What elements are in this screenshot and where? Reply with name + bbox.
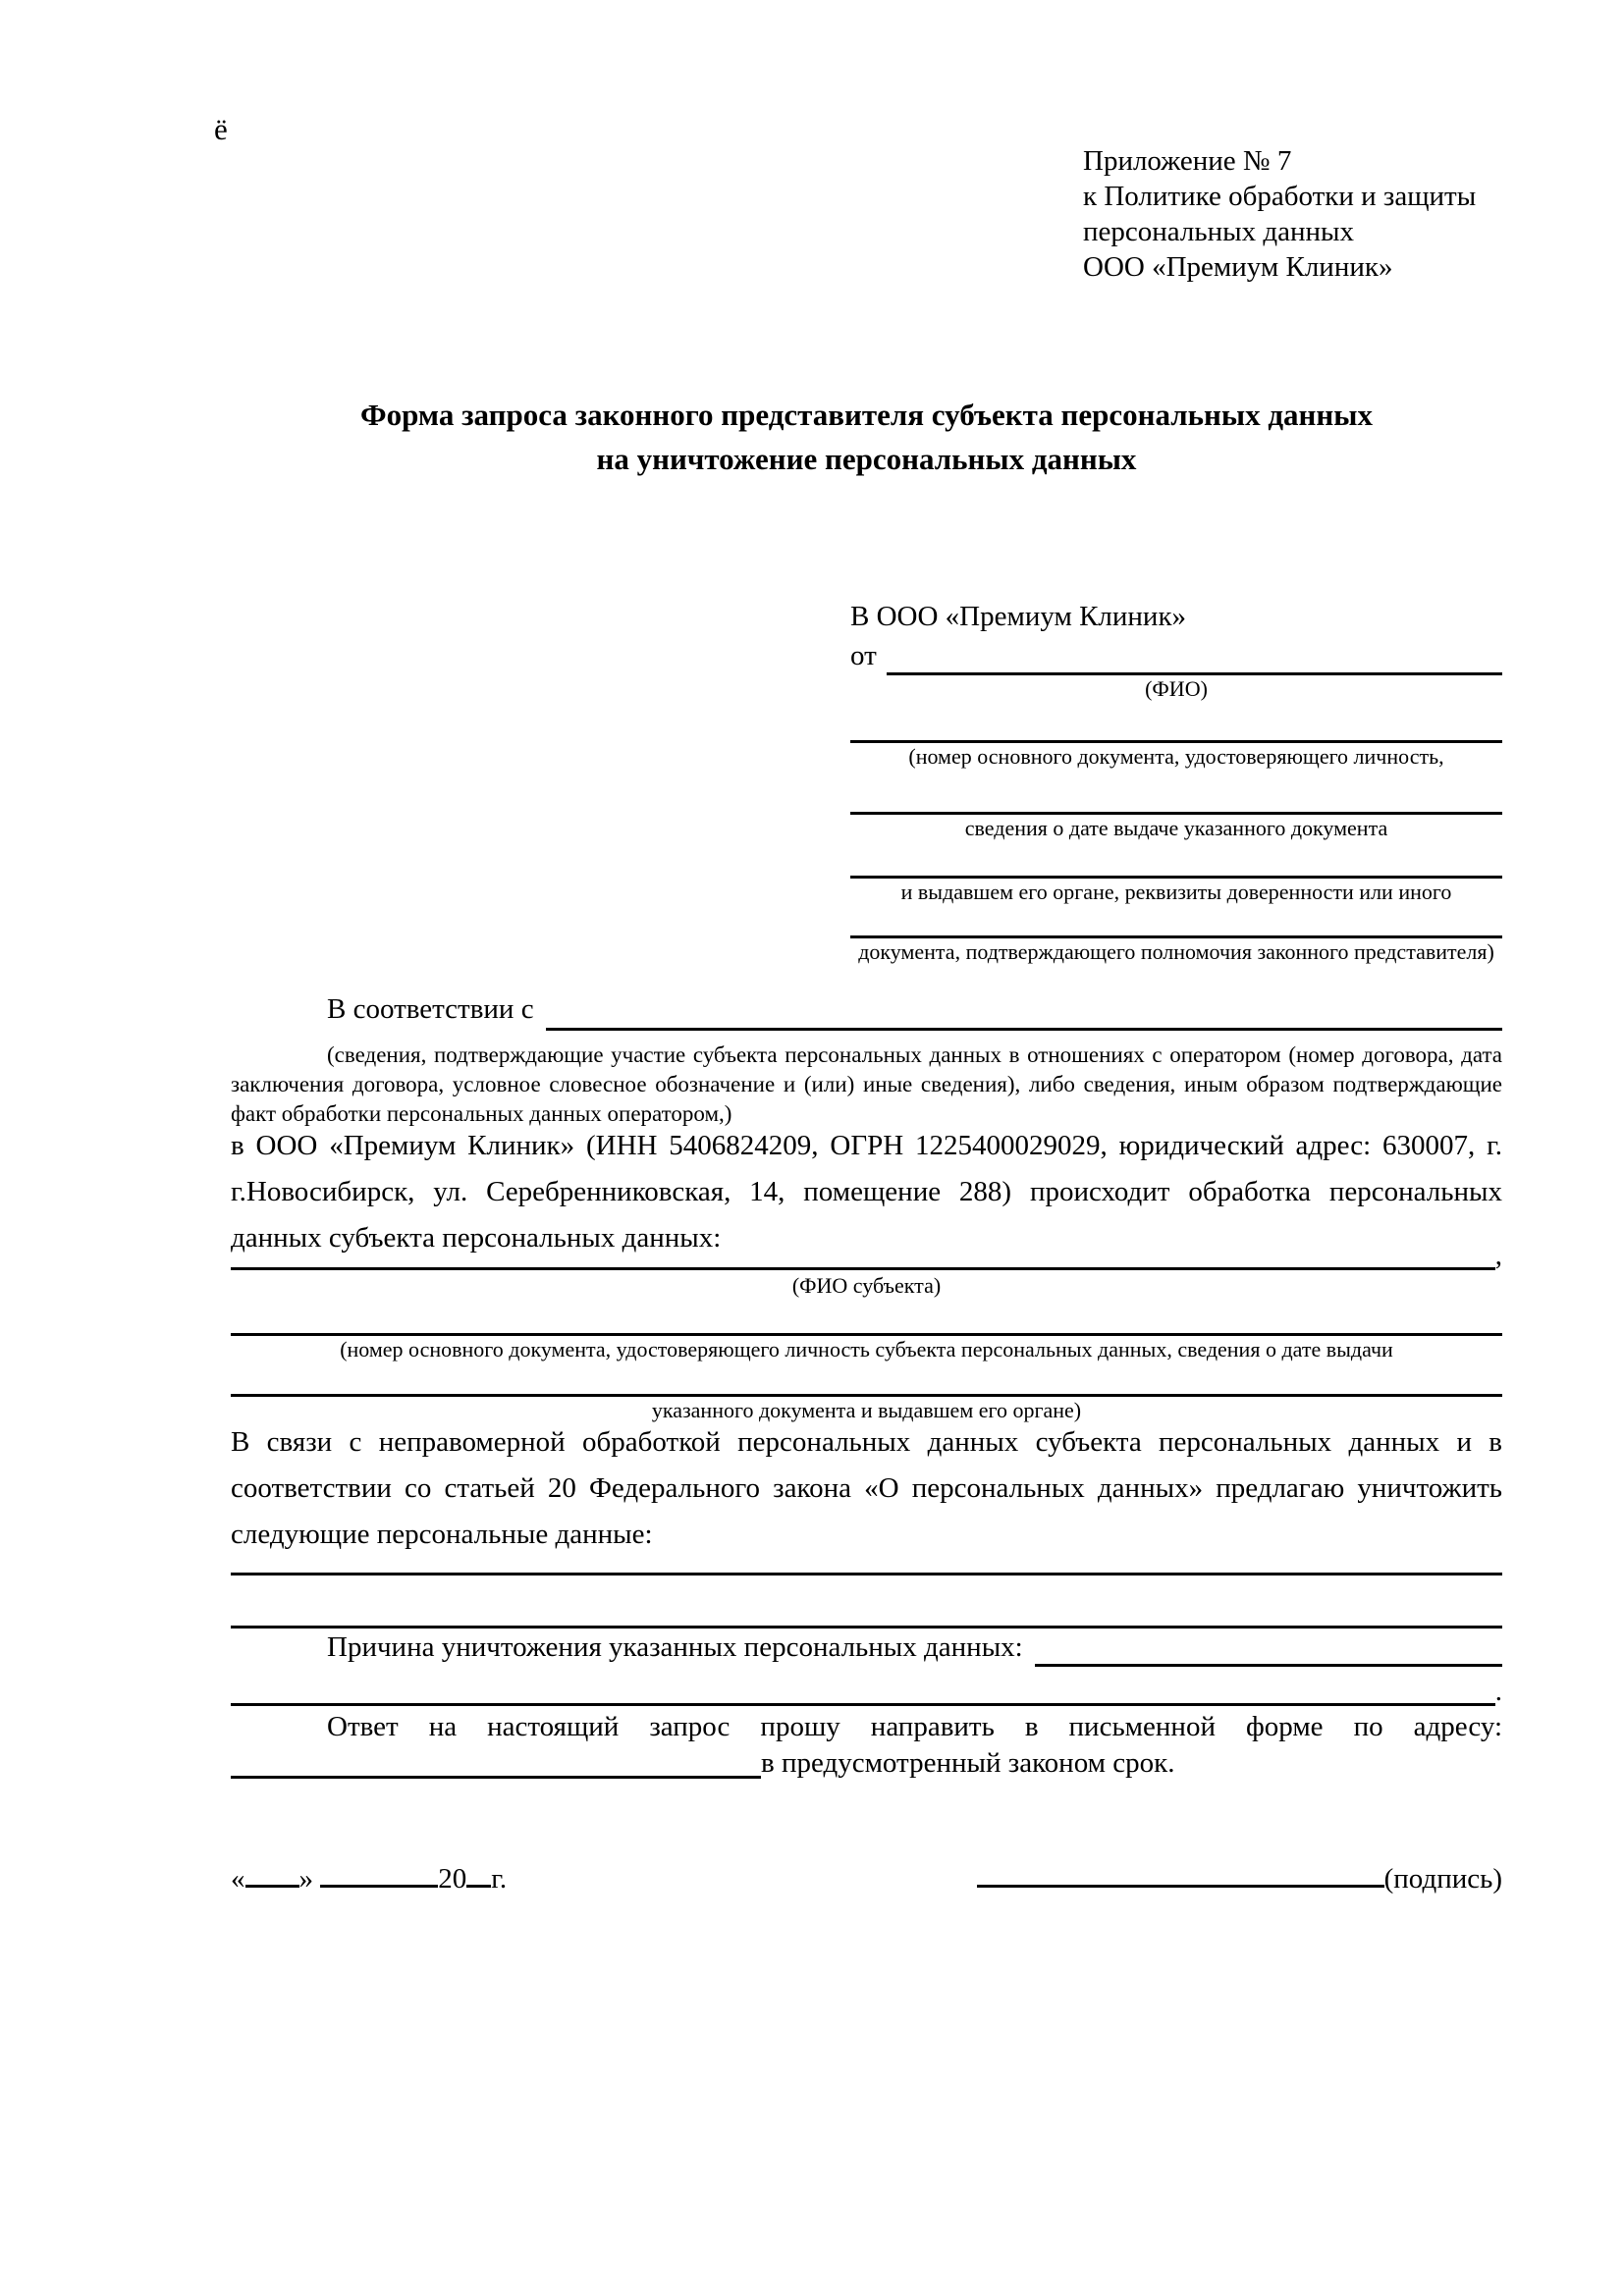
footer-row bbox=[231, 1859, 1502, 1896]
signature-blank-line bbox=[977, 1859, 1384, 1888]
comma: , bbox=[1494, 1240, 1502, 1271]
form-title bbox=[231, 393, 1502, 481]
fio-caption: (ФИО) bbox=[1145, 676, 1208, 701]
data-list-blank-line bbox=[231, 1573, 1502, 1575]
request-paragraph: В связи с неправомерной обработкой персональных данных субъекта персональных данных и в соответствии со статьей 20 Федерального закона «О персональных данных» предлагаю уничтожить следующие персональные данные: bbox=[231, 1426, 1502, 1550]
data-list-blank-line bbox=[231, 1626, 1502, 1629]
appendix-header-line: ООО «Премиум Клиник» bbox=[1083, 251, 1393, 283]
accordance-label: В соответствии с bbox=[327, 993, 534, 1025]
signature-caption: (подпись) bbox=[1383, 1863, 1502, 1895]
appendix-header bbox=[1083, 143, 1535, 285]
close-quote: » bbox=[298, 1863, 313, 1895]
reason-blank-line bbox=[1035, 1631, 1502, 1667]
reason-row bbox=[231, 1631, 1502, 1667]
subject-doc-caption: указанного документа и выдавшем его органе) bbox=[651, 1398, 1082, 1422]
date-year-blank bbox=[466, 1859, 491, 1888]
reply-paragraph: Ответ на настоящий запрос прошу направить в письменной форме по адресу: bbox=[327, 1711, 1502, 1742]
reason-continuation-row bbox=[231, 1673, 1502, 1707]
date-field bbox=[231, 1859, 507, 1896]
accordance-caption: (сведения, подтверждающие участие субъекта персональных данных в отношениях с оператором (номер договора, дата заключения договора, условное словесное обозначение и (или) иные сведения), либо сведения, иным образом подтверждающие факт обработки персональных данных оператором,) bbox=[231, 1042, 1502, 1126]
from-row bbox=[850, 640, 1502, 675]
subject-fio-caption: (ФИО субъекта) bbox=[791, 1273, 942, 1298]
representative-doc-caption: и выдавшем его органе, реквизиты доверенности или иного bbox=[900, 880, 1452, 904]
reason-continuation-blank-line bbox=[231, 1670, 1495, 1706]
stray-character: ё bbox=[214, 112, 228, 146]
year-suffix: г. bbox=[491, 1863, 508, 1895]
addressee-to: В ООО «Премиум Клиник» bbox=[850, 601, 1187, 632]
subject-block bbox=[231, 1237, 1502, 1424]
representative-doc-caption: документа, подтверждающего полномочия законного представителя) bbox=[858, 939, 1494, 964]
subject-doc-caption: (номер основного документа, удостоверяющего личность субъекта персональных данных, сведения о дате выдачи bbox=[340, 1337, 1393, 1362]
date-day-blank bbox=[245, 1859, 299, 1888]
accordance-blank-line bbox=[546, 993, 1502, 1031]
appendix-header-line: персональных данных bbox=[1083, 216, 1355, 247]
accordance-row bbox=[231, 993, 1502, 1031]
date-month-blank bbox=[320, 1859, 438, 1888]
reply-tail: в предусмотренный законом срок. bbox=[761, 1747, 1175, 1779]
addressee-block bbox=[850, 599, 1502, 966]
representative-doc-caption: сведения о дате выдаче указанного документа bbox=[964, 816, 1388, 840]
from-blank-line bbox=[887, 640, 1502, 675]
reason-label: Причина уничтожения указанных персональных данных: bbox=[327, 1631, 1023, 1663]
subject-fio-row bbox=[231, 1237, 1502, 1270]
reply-address-blank-line bbox=[231, 1744, 761, 1779]
form-title-line-1: Форма запроса законного представителя субъекта персональных данных bbox=[360, 398, 1373, 432]
signature-field bbox=[977, 1859, 1502, 1896]
representative-doc-caption: (номер основного документа, удостоверяющего личность, bbox=[908, 744, 1444, 769]
form-title-line-2: на уничтожение персональных данных bbox=[596, 442, 1137, 476]
open-quote: « bbox=[231, 1863, 245, 1895]
operator-paragraph: в ООО «Премиум Клиник» (ИНН 5406824209, ОГРН 1225400029029, юридический адрес: 630007, г. г.Новосибирск, ул. Серебренниковская, 14, помещение 288) происходит обработка персональных данных субъекта персональных данных: bbox=[231, 1130, 1502, 1254]
from-label: от bbox=[850, 640, 877, 671]
appendix-header-line: Приложение № 7 bbox=[1083, 145, 1292, 177]
subject-fio-blank-line bbox=[231, 1234, 1495, 1270]
reason-continuation-line-row bbox=[231, 1673, 1502, 1706]
reply-address-row bbox=[231, 1747, 1502, 1779]
period: . bbox=[1494, 1676, 1502, 1707]
appendix-header-line: к Политике обработки и защиты bbox=[1083, 181, 1477, 212]
year-prefix: 20 bbox=[438, 1863, 467, 1895]
